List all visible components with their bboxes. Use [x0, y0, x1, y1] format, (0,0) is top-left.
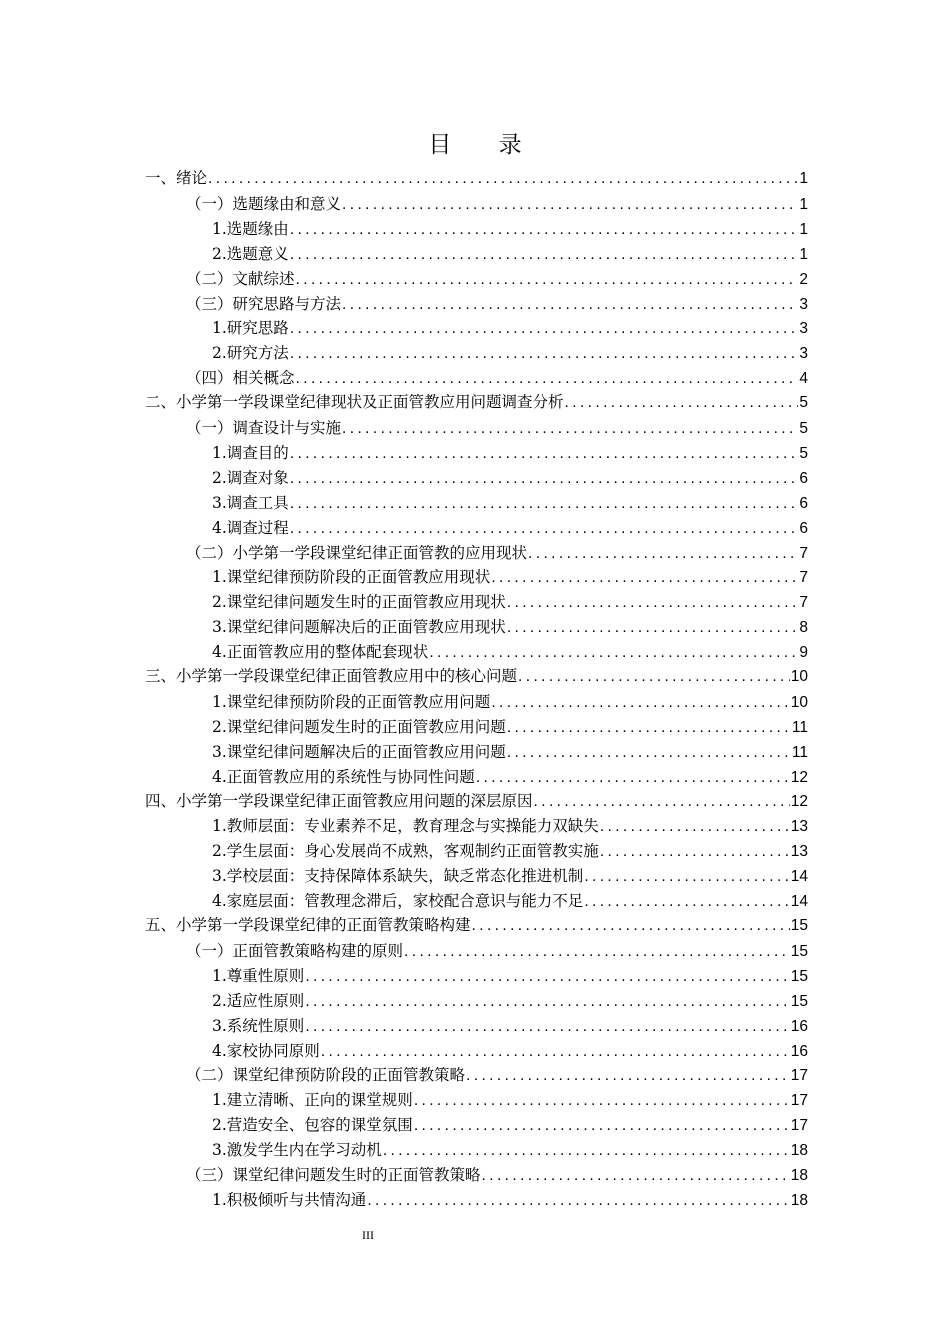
toc-entry[interactable]	[212, 888, 808, 914]
toc-entry-number: （三）	[186, 294, 233, 313]
toc-entry-page: 12	[790, 768, 808, 786]
toc-entry-number: （三）	[186, 1166, 233, 1184]
toc-entry-number: 1.	[212, 443, 227, 462]
toc-entry-number: 3.	[212, 742, 227, 761]
dot-leader	[290, 516, 799, 542]
dot-leader	[342, 416, 798, 442]
toc-entry-number: 五、	[145, 917, 177, 934]
toc-entry-label: 积极倾听与共情沟通	[226, 1190, 367, 1209]
toc-entry[interactable]	[212, 564, 808, 590]
toc-entry-number: 3.	[212, 618, 227, 637]
toc-entry-number: 3.	[212, 493, 227, 512]
toc-entry[interactable]	[145, 664, 808, 690]
dot-leader	[507, 715, 791, 741]
toc-entry-number: 1.	[212, 1190, 227, 1209]
toc-entry-page: 17	[790, 1067, 808, 1085]
toc-entry[interactable]	[212, 589, 808, 615]
toc-entry-label: 课堂纪律问题发生时的正面管教应用现状	[226, 593, 506, 612]
dot-leader	[404, 939, 790, 965]
toc-entry-number: 2.	[212, 717, 227, 736]
toc-entry[interactable]	[212, 1112, 808, 1138]
toc-entry-number: （四）	[186, 369, 233, 388]
dot-leader	[290, 242, 799, 268]
dot-leader	[466, 1063, 790, 1089]
dot-leader	[290, 316, 799, 342]
toc-entry[interactable]	[186, 365, 808, 391]
toc-entry-label: 营造安全、包容的课堂氛围	[226, 1116, 413, 1135]
toc-entry-page: 10	[790, 668, 808, 685]
toc-entry-page: 15	[790, 917, 808, 934]
dot-leader	[482, 1163, 790, 1189]
toc-entry-page: 14	[790, 868, 808, 886]
toc-entry[interactable]	[212, 963, 808, 989]
dot-leader	[507, 590, 799, 616]
toc-entry-page: 1	[799, 195, 808, 213]
toc-entry-page: 3	[799, 345, 808, 363]
dot-leader	[518, 664, 790, 690]
toc-entry-page: 7	[799, 544, 808, 562]
page-number-footer: III	[362, 1228, 374, 1242]
toc-entry[interactable]	[186, 1162, 808, 1188]
toc-entry-number: 2.	[212, 991, 227, 1010]
toc-entry-page: 3	[799, 320, 808, 338]
toc-entry[interactable]	[212, 241, 808, 267]
dot-leader	[305, 964, 789, 990]
toc-entry-number: 2.	[212, 468, 227, 487]
toc-entry-number: （一）	[186, 419, 233, 437]
toc-entry-number: 2.	[212, 244, 227, 263]
toc-entry-label: 选题缘由和意义	[232, 194, 342, 213]
toc-entry-label: 尊重性原则	[226, 966, 305, 985]
toc-entry-page: 6	[799, 494, 808, 512]
toc-entry[interactable]	[186, 291, 808, 317]
dot-leader	[342, 192, 798, 218]
toc-entry-label: 课堂纪律问题解决后的正面管教应用问题	[226, 742, 506, 761]
toc-entry-number: 1.	[212, 219, 227, 238]
toc-entry-label: 小学第一学段课堂纪律现状及正面管教应用问题调查分析	[176, 394, 564, 412]
toc-entry[interactable]	[186, 415, 808, 441]
toc-entry-number: （二）	[186, 1066, 233, 1085]
toc-entry-page: 15	[790, 992, 808, 1010]
toc-entry-label: 正面管教应用的整体配套现状	[226, 643, 429, 662]
dot-leader	[584, 889, 789, 915]
toc-entry[interactable]	[212, 1187, 808, 1213]
toc-entry[interactable]	[212, 689, 808, 715]
dot-leader	[414, 1113, 790, 1139]
toc-entry-label: 研究思路	[226, 319, 289, 338]
toc-entry[interactable]	[145, 166, 808, 192]
toc-entry-label: 学生层面：身心发展尚不成熟，客观制约正面管教实施	[226, 842, 599, 861]
dot-leader	[321, 1039, 790, 1065]
toc-entry[interactable]	[212, 440, 808, 466]
toc-entry-label: 课堂纪律问题解决后的正面管教应用现状	[226, 618, 506, 637]
toc-entry-page: 13	[790, 818, 808, 836]
toc-entry-number: 1.	[212, 817, 227, 836]
dot-leader	[507, 740, 791, 766]
toc-entry-label: 研究思路与方法	[232, 294, 342, 313]
toc-entry-page: 13	[790, 843, 808, 861]
toc-entry-label: 小学第一学段课堂纪律正面管教应用中的核心问题	[176, 668, 518, 685]
toc-entry-number: 3.	[212, 867, 227, 886]
toc-entry-number: 1.	[212, 692, 227, 711]
toc-entry-label: 学校层面：支持保障体系缺失，缺乏常态化推进机制	[226, 867, 584, 886]
toc-entry[interactable]	[186, 191, 808, 217]
toc-entry-label: 选题缘由	[226, 219, 289, 238]
toc-entry-page: 10	[790, 693, 808, 711]
toc-entry[interactable]	[145, 390, 808, 416]
toc-entry-label: 小学第一学段课堂纪律的正面管教策略构建	[176, 917, 471, 934]
toc-entry[interactable]	[212, 1013, 808, 1039]
toc-entry[interactable]	[212, 739, 808, 765]
toc-entry-page: 6	[799, 469, 808, 487]
toc-entry[interactable]	[212, 1137, 808, 1163]
dot-leader	[429, 640, 798, 666]
dot-leader	[290, 341, 799, 367]
toc-title: 目 录	[428, 132, 542, 158]
toc-entry-number: （二）	[186, 269, 233, 288]
toc-entry-number: 4.	[212, 1041, 227, 1060]
toc-entry-page: 14	[790, 893, 808, 911]
toc-entry-label: 调查目的	[226, 443, 289, 462]
toc-entry-number: 4.	[212, 518, 227, 537]
toc-entry-page: 5	[799, 394, 808, 412]
toc-entry-page: 4	[799, 370, 808, 388]
toc-entry[interactable]	[145, 913, 808, 939]
toc-entry-page: 3	[799, 295, 808, 313]
dot-leader	[472, 913, 790, 939]
toc-entry-label: 家校协同原则	[226, 1041, 320, 1060]
toc-entry-page: 7	[799, 594, 808, 612]
toc-entry-label: 调查设计与实施	[232, 419, 342, 437]
toc-entry[interactable]	[212, 813, 808, 839]
toc-entry-label: 课堂纪律问题发生时的正面管教应用问题	[226, 717, 506, 736]
toc-entry-page: 5	[799, 444, 808, 462]
toc-entry-number: 3.	[212, 1141, 227, 1160]
toc-entry-label: 课堂纪律预防阶段的正面管教应用问题	[226, 692, 491, 711]
dot-leader	[507, 615, 799, 641]
toc-entry-page: 8	[799, 619, 808, 637]
dot-leader	[383, 1138, 790, 1164]
toc-entry-number: 一、	[145, 170, 177, 187]
toc-entry[interactable]	[212, 490, 808, 516]
toc-entry[interactable]	[212, 1087, 808, 1113]
toc-entry-number: （一）	[186, 941, 233, 960]
toc-entry-page: 17	[790, 1092, 808, 1110]
toc-entry-label: 相关概念	[232, 369, 295, 388]
toc-entry-page: 1	[799, 220, 808, 238]
toc-entry-label: 家庭层面：管教理念滞后，家校配合意识与能力不足	[226, 892, 584, 911]
toc-entry-label: 绪论	[176, 170, 208, 187]
dot-leader	[296, 267, 799, 293]
toc-entry-label: 选题意义	[226, 244, 289, 263]
toc-entry-number: （一）	[186, 194, 233, 213]
toc-entry[interactable]	[212, 764, 808, 790]
toc-entry-number: 4.	[212, 892, 227, 911]
dot-leader	[476, 765, 790, 791]
toc-entry-number: 2.	[212, 842, 227, 861]
toc-entry-number: 二、	[145, 394, 177, 412]
toc-entry-label: 课堂纪律问题发生时的正面管教策略	[232, 1166, 481, 1184]
toc-entry-label: 课堂纪律预防阶段的正面管教应用现状	[226, 568, 491, 587]
dot-leader	[342, 292, 798, 318]
toc-entry-page: 15	[790, 967, 808, 985]
toc-entry-page: 18	[790, 1142, 808, 1160]
toc-entry[interactable]	[212, 1038, 808, 1064]
toc-entry[interactable]	[212, 988, 808, 1014]
toc-entry-page: 5	[799, 420, 808, 437]
toc-entry[interactable]	[186, 540, 808, 566]
toc-entry-number: 1.	[212, 1091, 227, 1110]
toc-entry-label: 调查对象	[226, 468, 289, 487]
dot-leader	[491, 690, 789, 716]
dot-leader	[600, 814, 790, 840]
dot-leader	[367, 1188, 789, 1214]
toc-entry[interactable]	[212, 465, 808, 491]
toc-entry-page: 7	[799, 569, 808, 587]
toc-entry[interactable]	[145, 789, 808, 815]
toc-entry[interactable]	[212, 714, 808, 740]
toc-entry-label: 教师层面：专业素养不足，教育理念与实操能力双缺失	[226, 817, 599, 836]
toc-entry-number: 4.	[212, 643, 227, 662]
toc-entry-page: 1	[799, 170, 808, 187]
toc-entry-page: 9	[799, 644, 808, 662]
toc-entry-label: 研究方法	[226, 344, 289, 363]
toc-entry-page: 15	[790, 942, 808, 960]
dot-leader	[208, 166, 798, 192]
toc-entry-label: 建立清晰、正向的课堂规则	[226, 1091, 413, 1110]
toc-entry-label: 调查工具	[226, 493, 289, 512]
toc-entry-number: 2.	[212, 344, 227, 363]
toc-entry[interactable]	[212, 639, 808, 665]
toc-entry-label: 激发学生内在学习动机	[226, 1141, 382, 1160]
toc-entry-number: 1.	[212, 966, 227, 985]
toc-entry[interactable]	[186, 266, 808, 292]
dot-leader	[296, 366, 799, 392]
toc-entry-number: 三、	[145, 668, 177, 685]
dot-leader	[305, 989, 789, 1015]
toc-entry-number: （二）	[186, 543, 233, 562]
dot-leader	[528, 541, 798, 567]
toc-entry-page: 17	[790, 1117, 808, 1135]
dot-leader	[414, 1088, 790, 1114]
toc-entry[interactable]	[212, 315, 808, 341]
dot-leader	[305, 1014, 789, 1040]
toc-entry-label: 正面管教应用的系统性与协同性问题	[226, 767, 475, 786]
toc-entry[interactable]	[212, 838, 808, 864]
toc-entry-label: 课堂纪律预防阶段的正面管教策略	[232, 1066, 466, 1085]
toc-entry-page: 16	[790, 1042, 808, 1060]
toc-entry-page: 11	[791, 743, 808, 761]
dot-leader	[584, 864, 789, 890]
toc-entry-label: 文献综述	[232, 269, 295, 288]
toc-entry[interactable]	[212, 863, 808, 889]
dot-leader	[491, 565, 798, 591]
toc-entry-page: 2	[799, 270, 808, 288]
toc-entry-label: 小学第一学段课堂纪律正面管教的应用现状	[232, 543, 528, 562]
toc-entry[interactable]	[186, 1062, 808, 1088]
toc-entry-label: 调查过程	[226, 518, 289, 537]
toc-entry-page: 18	[790, 1191, 808, 1209]
dot-leader	[565, 390, 799, 416]
toc-entry-label: 正面管教策略构建的原则	[232, 941, 404, 960]
toc-entry-page: 6	[799, 519, 808, 537]
dot-leader	[534, 789, 790, 815]
dot-leader	[290, 466, 799, 492]
toc-entry-number: 四、	[145, 792, 177, 810]
toc-entry-page: 1	[799, 245, 808, 263]
toc-entry-page: 16	[790, 1017, 808, 1035]
dot-leader	[600, 839, 790, 865]
toc-entry-label: 小学第一学段课堂纪律正面管教应用问题的深层原因	[176, 792, 533, 810]
dot-leader	[290, 491, 799, 517]
toc-entry-number: 3.	[212, 1016, 227, 1035]
toc-entry-page: 12	[790, 792, 808, 810]
toc-entry-number: 2.	[212, 593, 227, 612]
toc-entry-number: 4.	[212, 767, 227, 786]
toc-entry[interactable]	[212, 515, 808, 541]
toc-entry-page: 11	[791, 718, 808, 736]
toc-entry-number: 2.	[212, 1116, 227, 1135]
toc-entry[interactable]	[212, 614, 808, 640]
toc-entry-page: 18	[790, 1167, 808, 1184]
toc-entry[interactable]	[212, 340, 808, 366]
toc-entry-number: 1.	[212, 319, 227, 338]
toc-entry-label: 适应性原则	[226, 991, 305, 1010]
toc-entry-number: 1.	[212, 568, 227, 587]
dot-leader	[290, 217, 799, 243]
toc-entry-label: 系统性原则	[226, 1016, 305, 1035]
toc-entry[interactable]	[212, 216, 808, 242]
dot-leader	[290, 441, 799, 467]
toc-entry[interactable]	[186, 938, 808, 964]
